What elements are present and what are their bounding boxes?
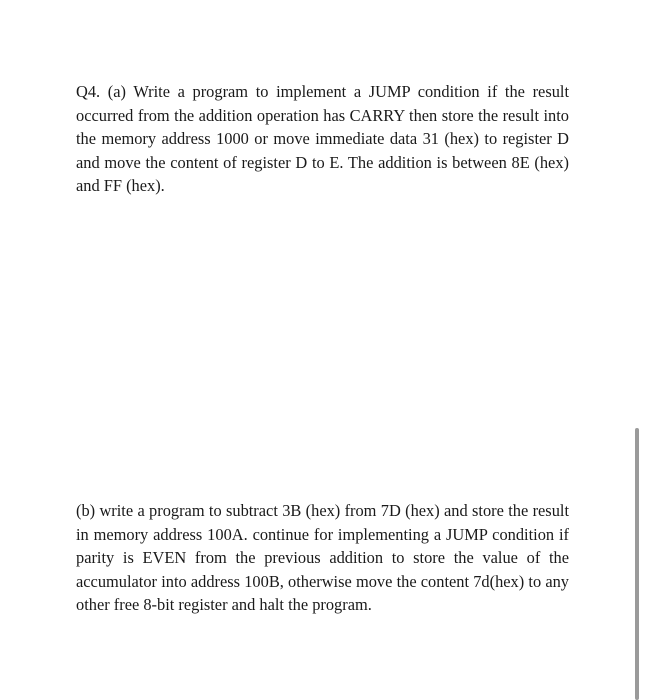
question-4a-text: Q4. (a) Write a program to implement a JUMP condition if the result occurred from the addition operation has CARRY then store the result into the memory address 1000 or move immediate data 31 (hex) to register D and move the content of register D to E. The addition is between 8E (hex) and FF (hex).: [76, 82, 569, 195]
question-4b-text: (b) write a program to subtract 3B (hex) from 7D (hex) and store the result in memory address 100A. continue for implementing a JUMP condition if parity is EVEN from the previous addition to store the value of the accumulator into address 100B, otherwise move the content 7d(hex) to any other free 8-bit register and halt the program.: [76, 501, 569, 614]
vertical-scrollbar[interactable]: [635, 428, 639, 700]
